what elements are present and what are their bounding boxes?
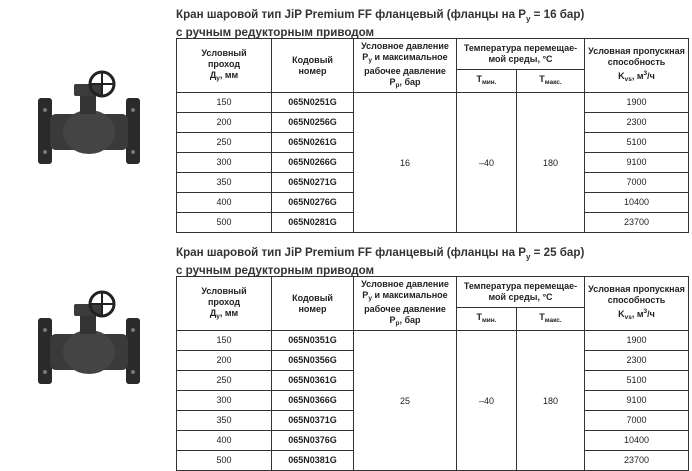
header-dn: Условный проход $Д_у$, мм (177, 277, 272, 331)
cell-dn: 400 (177, 193, 272, 213)
cell-code: 065N0276G (272, 193, 354, 213)
cell-kvs: 1900 (585, 93, 689, 113)
cell-code: 065N0366G (272, 391, 354, 411)
cell-code: 065N0356G (272, 351, 354, 371)
cell-dn: 200 (177, 351, 272, 371)
cell-pressure: 16 (354, 93, 457, 233)
cell-dn: 500 (177, 451, 272, 471)
cell-kvs: 5100 (585, 371, 689, 391)
cell-dn: 400 (177, 431, 272, 451)
header-tmax: $T_{макс.}$ (517, 70, 585, 93)
cell-kvs: 7000 (585, 173, 689, 193)
cell-dn: 250 (177, 371, 272, 391)
spec-table (176, 38, 689, 233)
cell-dn: 300 (177, 153, 272, 173)
cell-tmin: –40 (457, 93, 517, 233)
header-temperature: Температура перемещае- мой среды, °C (457, 39, 585, 70)
header-kvs: Условная пропускная способность $K_{vs}$, $м^3/ч$ (585, 39, 689, 93)
cell-code: 065N0251G (272, 93, 354, 113)
header-kvs: Условная пропускная способность $K_{vs}$, $м^3/ч$ (585, 277, 689, 331)
cell-kvs: 9100 (585, 391, 689, 411)
cell-kvs: 5100 (585, 133, 689, 153)
cell-kvs: 7000 (585, 411, 689, 431)
cell-code: 065N0266G (272, 153, 354, 173)
header-temperature: Температура перемещае- мой среды, °C (457, 277, 585, 308)
header-tmin: $T_{мин.}$ (457, 308, 517, 331)
cell-code: 065N0281G (272, 213, 354, 233)
cell-kvs: 10400 (585, 431, 689, 451)
ball-valve-image (34, 290, 144, 400)
table-row (177, 331, 689, 351)
ball-valve-image (34, 70, 144, 180)
cell-pressure: 25 (354, 331, 457, 471)
cell-kvs: 23700 (585, 451, 689, 471)
cell-dn: 150 (177, 331, 272, 351)
table-row (177, 93, 689, 113)
cell-dn: 350 (177, 411, 272, 431)
valve-section-pn25 (0, 238, 692, 470)
cell-dn: 300 (177, 391, 272, 411)
cell-code: 065N0361G (272, 371, 354, 391)
cell-code: 065N0376G (272, 431, 354, 451)
table-caption: Кран шаровой тип JiP Premium FF фланцевый (фланцы на $P_у = 16$ бар) с ручным редукторным приводом (176, 8, 585, 40)
header-pressure: Условное давление $P_у$ и максимальное рабочее давление $P_р$, бар (354, 277, 457, 331)
header-pressure: Условное давление $P_у$ и максимальное рабочее давление $P_р$, бар (354, 39, 457, 93)
cell-tmin: –40 (457, 331, 517, 471)
cell-code: 065N0371G (272, 411, 354, 431)
table-caption: Кран шаровой тип JiP Premium FF фланцевый (фланцы на $P_у = 25$ бар) с ручным редукторным приводом (176, 246, 585, 278)
cell-code: 065N0381G (272, 451, 354, 471)
cell-tmax: 180 (517, 93, 585, 233)
cell-kvs: 1900 (585, 331, 689, 351)
cell-code: 065N0271G (272, 173, 354, 193)
header-dn: Условный проход $Д_у$, мм (177, 39, 272, 93)
cell-kvs: 9100 (585, 153, 689, 173)
header-code: Кодовый номер (272, 39, 354, 93)
cell-kvs: 2300 (585, 113, 689, 133)
cell-dn: 150 (177, 93, 272, 113)
header-tmin: $T_{мин.}$ (457, 70, 517, 93)
cell-dn: 500 (177, 213, 272, 233)
cell-dn: 200 (177, 113, 272, 133)
cell-code: 065N0261G (272, 133, 354, 153)
cell-code: 065N0256G (272, 113, 354, 133)
cell-kvs: 10400 (585, 193, 689, 213)
cell-kvs: 23700 (585, 213, 689, 233)
valve-section-pn16 (0, 0, 692, 232)
cell-code: 065N0351G (272, 331, 354, 351)
cell-tmax: 180 (517, 331, 585, 471)
cell-kvs: 2300 (585, 351, 689, 371)
cell-dn: 350 (177, 173, 272, 193)
header-tmax: $T_{макс.}$ (517, 308, 585, 331)
header-code: Кодовый номер (272, 277, 354, 331)
cell-dn: 250 (177, 133, 272, 153)
spec-table (176, 276, 689, 471)
